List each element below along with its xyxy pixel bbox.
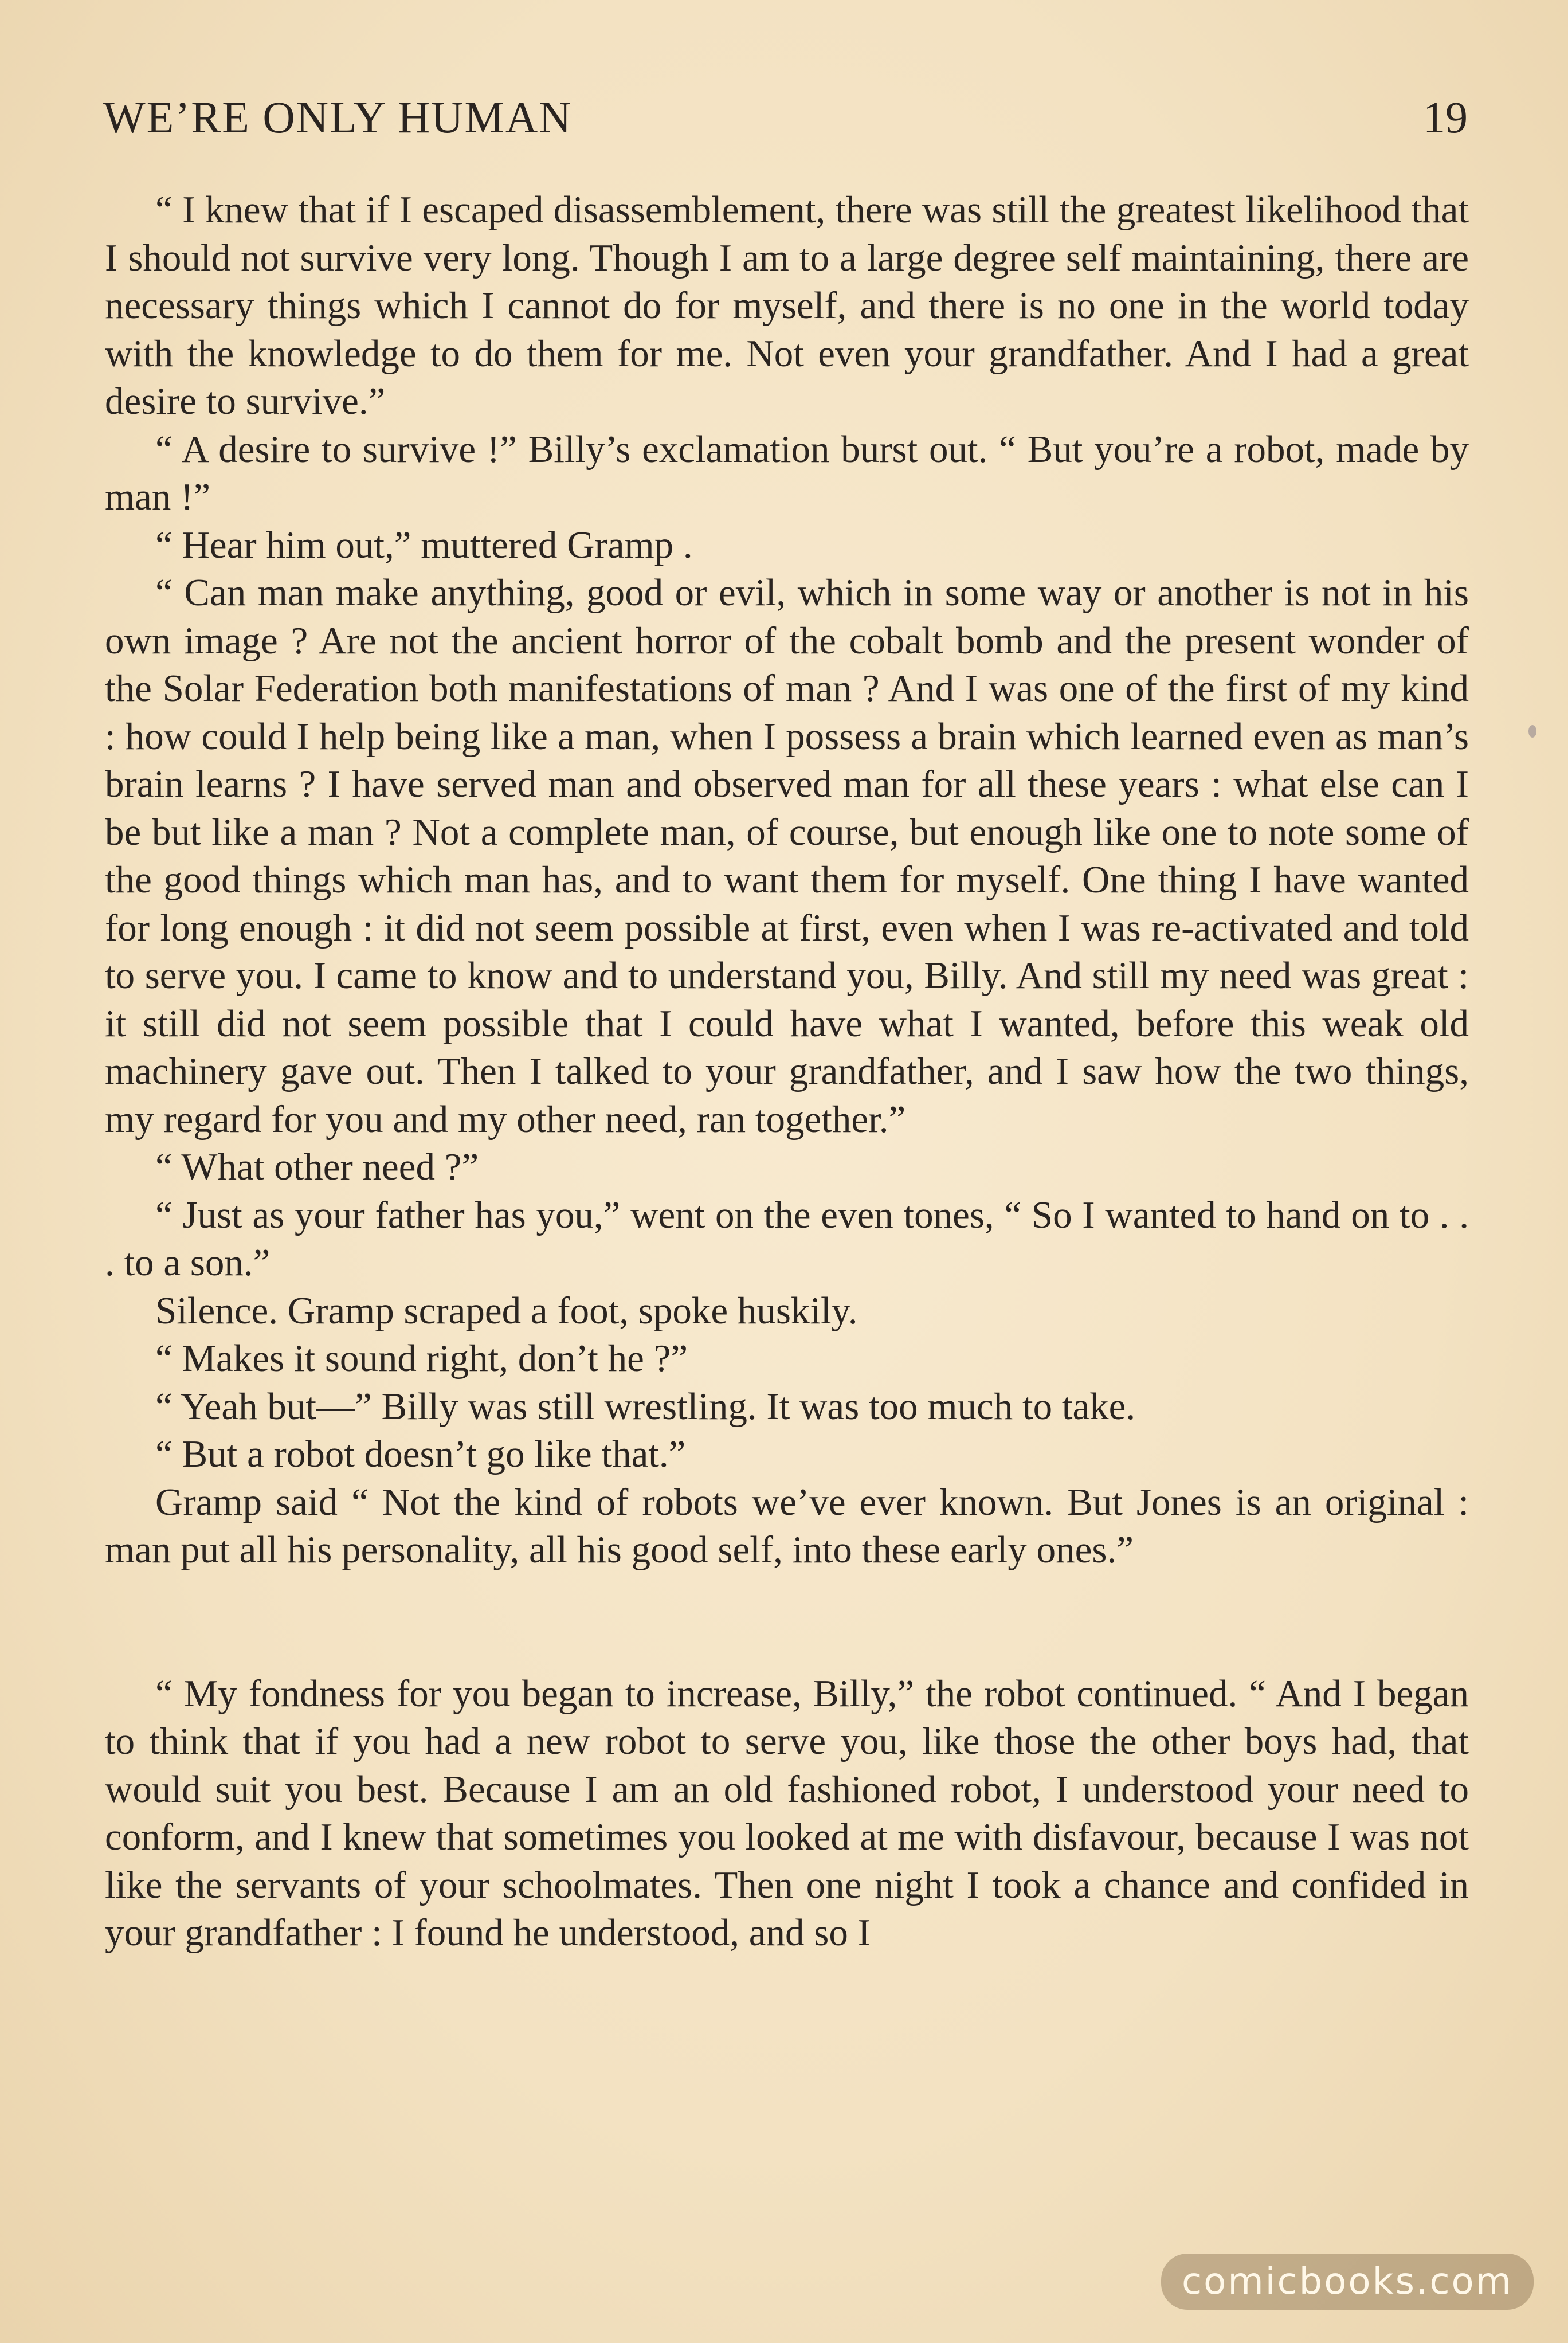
paragraph: “ I knew that if I escaped disassemblement, there was still the greatest likelihood that I should not survive very long. Though I am to a large degree self maintaining, there are necessary things which I cannot do for myself, and there is no one in the world today with the knowledge to do them for me. Not even your grandfather. And I had a great desire to survive.” [105, 189, 1469, 422]
paragraph: “ Makes it sound right, don’t he ?” [155, 1337, 688, 1380]
paragraph: “ Just as your father has you,” went on the even tones, “ So I wanted to hand on to . . . to a son.” [105, 1193, 1469, 1284]
paragraph: “ Hear him out,” muttered Gramp . [155, 523, 693, 566]
paragraph: “ Can man make anything, good or evil, which in some way or another is not in his own image ? Are not the ancient horror of the cobalt bomb and the present wonder of the Solar Federation both manifestations of man ? And I was one of the first of my kind : how could I help being like a man, when I possess a brain which learned even as man’s brain learns ? I have served man and observed man for all these years : what else can I be but like a man ? Not a complete man, of course, but enough like one to note some of the good things which man has, and to want them for myself. One thing I have wanted for long enough : it did not seem possible at first, even when I was re-activated and told to serve you. I came to know and to understand you, Billy. And still my need was great : it still did not seem possible that I could have what I wanted, before this weak old machinery gave out. Then I talked to your grandfather, and I saw how the two things, my regard for you and my other need, ran together.” [105, 571, 1469, 1141]
paragraph: “ But a robot doesn’t go like that.” [155, 1433, 686, 1475]
paragraph: “ Yeah but—” Billy was still wrestling. It was too much to take. [155, 1385, 1136, 1428]
watermark: comicbooks.com [1161, 2254, 1534, 2310]
paragraph: Silence. Gramp scraped a foot, spoke huskily. [155, 1289, 858, 1332]
paragraph: “ A desire to survive !” Billy’s exclamation burst out. “ But you’re a robot, made by man !” [105, 428, 1469, 518]
paper-speck [1528, 725, 1536, 738]
page-number: 19 [1423, 92, 1468, 142]
paragraph: “ What other need ?” [155, 1146, 479, 1188]
page-header [103, 86, 1468, 149]
paragraph: “ My fondness for you began to increase, Billy,” the robot continued. “ And I began to think that if you had a new robot to serve you, like those the other boys had, that would suit you best. Because I am an old fashioned robot, I understood your need to conform, and I knew that sometimes you looked at me with disfavour, because I was not like the servants of your schoolmates. Then one night I took a chance and confided in your grandfather : I found he understood, and so I [105, 1672, 1469, 1954]
body-text [105, 186, 1469, 1957]
running-head: WE’RE ONLY HUMAN [103, 92, 573, 142]
paragraph: Gramp said “ Not the kind of robots we’ve ever known. But Jones is an original : man put all his personality, all his good self, into these early ones.” [105, 1480, 1469, 1571]
